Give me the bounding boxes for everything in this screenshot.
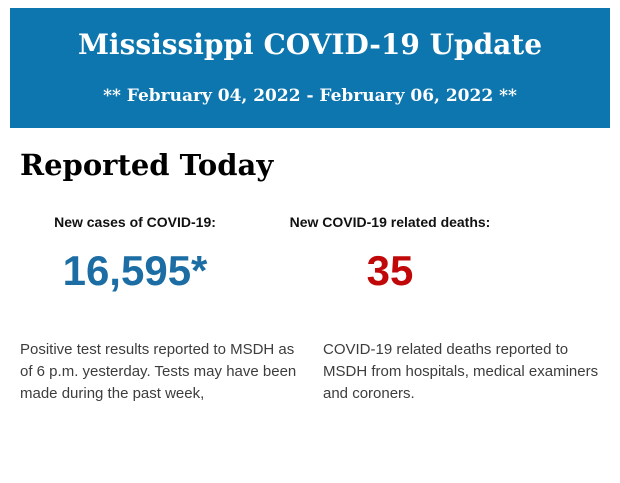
- new-cases-label: New cases of COVID-19:: [54, 214, 216, 231]
- new-deaths-label: New COVID-19 related deaths:: [289, 214, 491, 231]
- new-cases-description: Positive test results reported to MSDH as of 6 p.m. yesterday. Tests may have been made during the past week,: [20, 341, 297, 403]
- header-banner: [10, 8, 610, 128]
- stat-new-cases: [20, 213, 310, 405]
- new-cases-value: 16,595*: [62, 247, 208, 295]
- header-date-range: ** February 04, 2022 - February 06, 2022 **: [103, 85, 517, 106]
- header-title: Mississippi COVID-19 Update: [77, 28, 543, 61]
- section-title: Reported Today: [20, 148, 274, 182]
- new-deaths-value: 35: [366, 247, 414, 295]
- stat-new-deaths: [289, 213, 600, 405]
- new-deaths-description: COVID-19 related deaths reported to MSDH from hospitals, medical examiners and coroners.: [323, 341, 599, 403]
- stats-row: [0, 213, 620, 405]
